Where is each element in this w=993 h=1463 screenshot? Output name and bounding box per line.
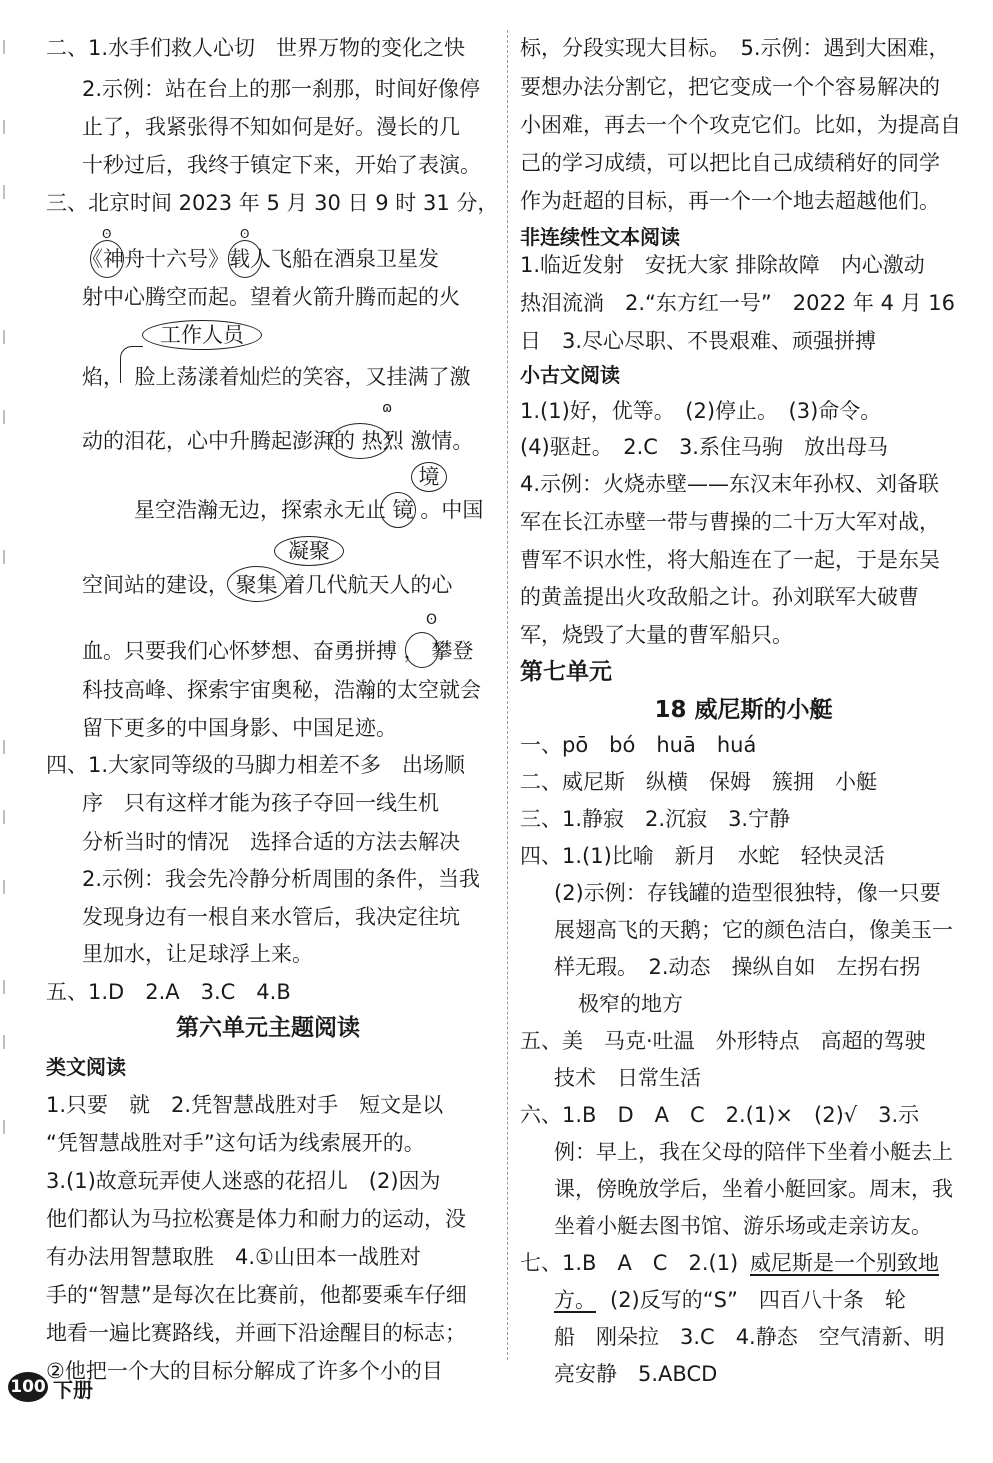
answer-line: 日 3.尽心尽职、不畏艰难、顽强拼搏 <box>520 329 877 353</box>
answer-line: 六、1.B D A C 2.(1)× (2)√ 3.示 <box>520 1103 920 1127</box>
delete-mark-icon: ɷ <box>382 400 393 416</box>
answer-line: 船 刚朵拉 3.C 4.静态 空气清新、明 <box>554 1325 945 1349</box>
volume-label: 下册 <box>53 1378 93 1402</box>
answer-line: 技术 日常生活 <box>554 1066 701 1090</box>
answer-line: 例：早上，我在父母的陪伴下坐着小艇去上 <box>554 1140 953 1164</box>
answer-line: (4)驱赶。 2.C 3.系住马驹 放出母马 <box>520 435 888 459</box>
answer-line: 小困难，再去一个个攻克它们。比如，为提高自 <box>520 113 961 137</box>
answer-line: 手的“智慧”是每次在比赛前，他都要乘车仔细 <box>46 1283 467 1307</box>
answer-line: 亮安静 5.ABCD <box>554 1362 718 1386</box>
answer-line: 3.(1)故意玩弄使人迷惑的花招儿 (2)因为 <box>46 1169 441 1193</box>
correction-circle <box>330 423 390 459</box>
correction-bubble: 境 <box>411 462 447 492</box>
answer-line: 展翅高飞的天鹅；它的颜色洁白，像美玉一 <box>554 918 953 942</box>
answer-line: 序 只有这样才能为孩子夺回一线生机 <box>82 791 439 815</box>
answer-line: 军在长江赤壁一带与曹操的二十万大军对战， <box>520 510 940 534</box>
answer-line: 分析当时的情况 选择合适的方法去解决 <box>82 830 460 854</box>
delete-mark-icon: ʘ <box>426 612 438 628</box>
underlined-answer: 方。 <box>554 1288 596 1312</box>
answer-line: 军，烧毁了大量的曹军船只。 <box>520 623 793 647</box>
column-divider <box>507 30 508 1360</box>
answer-line: 4.示例：火烧赤壁——东汉末年孙权、刘备联 <box>520 472 940 496</box>
answer-line: ②他把一个大的目标分解成了许多个小的目 <box>46 1359 443 1383</box>
answer-line: 地看一遍比赛路线，并画下沿途醒目的标志； <box>46 1321 466 1345</box>
answer-line: 四、1.大家同等级的马脚力相差不多 出场顺 <box>46 753 466 777</box>
correction-circle <box>405 632 439 668</box>
answer-line: (2)反写的“S” 四百八十条 轮 <box>610 1288 906 1312</box>
answer-line: 一、pō bó huā huá <box>520 733 757 757</box>
answer-line: 1.(1)好，优等。 (2)停止。 (3)命令。 <box>520 399 882 423</box>
subsection-title: 类文阅读 <box>46 1055 126 1079</box>
answer-line: 他们都认为马拉松赛是体力和耐力的运动，没 <box>46 1207 466 1231</box>
underlined-answer: 威尼斯是一个别致地 <box>750 1251 939 1275</box>
answer-line: (2)示例：存钱罐的造型很独特，像一只要 <box>554 881 941 905</box>
page-number: 100 <box>8 1372 48 1402</box>
answer-line: 1.临近发射 安抚大家 排除故障 内心激动 <box>520 253 925 277</box>
answer-line: 1.只要 就 2.凭智慧战胜对手 短文是以 <box>46 1093 444 1117</box>
answer-line: 止了，我紧张得不知如何是好。漫长的几 <box>82 115 460 139</box>
binding-margin <box>0 0 18 1463</box>
answer-line: 五、1.D 2.A 3.C 4.B <box>46 980 291 1004</box>
answer-line: 课，傍晚放学后，坐着小艇回家。周末，我 <box>554 1177 953 1201</box>
answer-line: 标，分段实现大目标。 5.示例：遇到大困难， <box>520 36 950 60</box>
answer-line: 曹军不识水性，将大船连在了一起，于是东吴 <box>520 548 940 572</box>
correction-circle <box>227 566 287 602</box>
answer-line: 焰， 脸上荡漾着灿烂的笑容，又挂满了激 <box>82 365 471 389</box>
insertion-caret <box>120 346 143 383</box>
subsection-title: 非连续性文本阅读 <box>520 225 680 249</box>
answer-line: 《神舟十六号》载人飞船在酒泉卫星发 <box>82 247 439 271</box>
correction-circle <box>380 492 416 528</box>
answer-line: 四、1.(1)比喻 新月 水蛇 轻快灵活 <box>520 844 885 868</box>
answer-line: 热泪流淌 2.“东方红一号” 2022 年 4 月 16 <box>520 291 956 315</box>
answer-line: 留下更多的中国身影、中国足迹。 <box>82 716 397 740</box>
answer-line: 动的泪花，心中升腾起澎湃的 热烈 激情。 <box>82 429 474 453</box>
section-title: 第六单元主题阅读 <box>176 1015 360 1041</box>
answer-line: 发现身边有一根自来水管后，我决定往坑 <box>82 905 460 929</box>
answer-line: 射中心腾空而起。望着火箭升腾而起的火 <box>82 285 460 309</box>
insertion-bubble: 工作人员 <box>142 320 262 350</box>
delete-mark-icon: ʘ <box>102 227 112 241</box>
correction-bubble: 凝聚 <box>274 536 344 566</box>
answer-line: 己的学习成绩，可以把比自己成绩稍好的同学 <box>520 151 940 175</box>
answer-line: 坐着小艇去图书馆、游乐场或走亲访友。 <box>554 1214 932 1238</box>
answer-line: 有办法用智慧取胜 4.①山田本一战胜对 <box>46 1245 421 1269</box>
answer-line: 三、1.静寂 2.沉寂 3.宁静 <box>520 807 791 831</box>
answer-line: 里加水，让足球浮上来。 <box>82 942 313 966</box>
unit-title: 第七单元 <box>520 659 612 685</box>
answer-line: 星空浩瀚无边，探索永无止 镜 。中国 <box>134 498 484 522</box>
answer-line: 科技高峰、探索宇宙奥秘，浩瀚的太空就会 <box>82 678 481 702</box>
answer-line: 极窄的地方 <box>578 992 683 1016</box>
answer-line: 2.示例：站在台上的那一刹那，时间好像停 <box>82 77 481 101</box>
answer-line: 的黄盖提出火攻敌船之计。孙刘联军大破曹 <box>520 585 919 609</box>
answer-line: 七、1.B A C 2.(1) <box>520 1251 739 1275</box>
answer-line: 血。只要我们心怀梦想、奋勇拼搏 ， 攀登 <box>82 639 474 663</box>
answer-line: 二、威尼斯 纵横 保姆 簇拥 小艇 <box>520 770 877 794</box>
subsection-title: 小古文阅读 <box>520 363 620 387</box>
answer-line: 样无瑕。 2.动态 操纵自如 左拐右拐 <box>554 955 921 979</box>
answer-line: 五、美 马克·吐温 外形特点 高超的驾驶 <box>520 1029 926 1053</box>
answer-line: 二、1.水手们救人心切 世界万物的变化之快 <box>46 36 466 60</box>
answer-line: 空间站的建设， 聚集 着几代航天人的心 <box>82 573 453 597</box>
answer-line: 作为赶超的目标，再一个一个地去超越他们。 <box>520 189 940 213</box>
answer-line: 十秒过后，我终于镇定下来，开始了表演。 <box>82 153 481 177</box>
lesson-title: 18 威尼斯的小艇 <box>654 697 833 723</box>
answer-line: 三、北京时间 2023 年 5 月 30 日 9 时 31 分， <box>46 191 499 215</box>
delete-mark-icon: ʘ <box>240 227 250 241</box>
answer-line: “凭智慧战胜对手”这句话为线索展开的。 <box>46 1131 425 1155</box>
answer-line: 要想办法分割它，把它变成一个个容易解决的 <box>520 75 940 99</box>
answer-line: 2.示例：我会先冷静分析周围的条件，当我 <box>82 867 481 891</box>
